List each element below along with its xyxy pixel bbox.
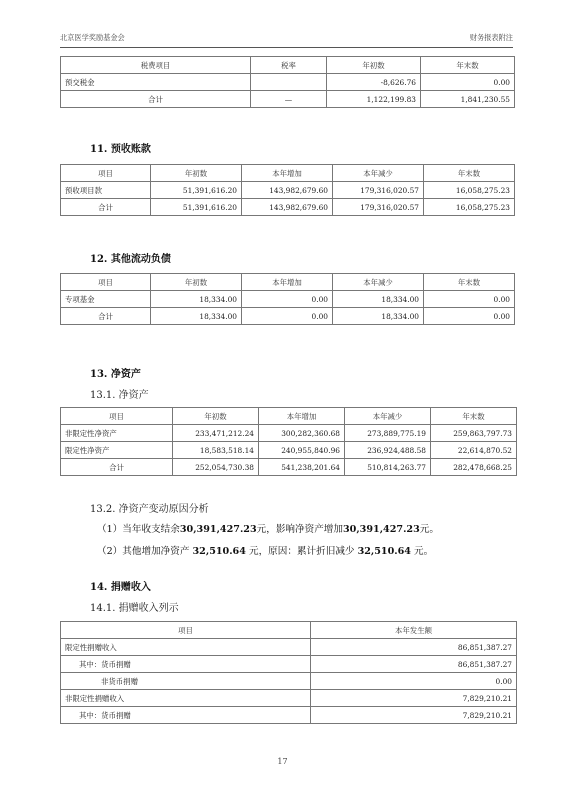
table-row xyxy=(61,74,515,91)
table-row xyxy=(61,656,517,673)
analysis-paragraph-2 xyxy=(97,543,433,557)
table-header-row xyxy=(61,408,517,425)
table-cell: 限定性捐赠收入 xyxy=(61,639,311,656)
column-header: 本年减少 xyxy=(345,408,431,425)
table-cell: 预收项目款 xyxy=(61,182,151,199)
table-header-row xyxy=(61,165,515,182)
table-cell: 259,863,797.73 xyxy=(431,425,517,442)
table-cell: 18,583,518.14 xyxy=(173,442,259,459)
table-cell: 限定性净资产 xyxy=(61,442,173,459)
table-row xyxy=(61,707,517,724)
table-cell: 合计 xyxy=(61,459,173,476)
table-cell: 86,851,387.27 xyxy=(311,639,517,656)
section-13-1-title: 13.1. 净资产 xyxy=(90,390,149,401)
page-number: 17 xyxy=(277,757,288,766)
paragraph-amount: 30,391,427.23 xyxy=(342,524,420,535)
column-header: 本年减少 xyxy=(333,165,424,182)
table-cell: 其中：货币捐赠 xyxy=(61,656,311,673)
paragraph-text: （1）当年收支结余 xyxy=(97,524,180,535)
paragraph-amount: 32,510.64 xyxy=(192,546,246,557)
table-cell: 18,334.00 xyxy=(333,308,424,325)
table-cell: 143,982,679.60 xyxy=(242,199,333,216)
column-header: 年初数 xyxy=(151,274,242,291)
table-cell: 7,829,210.21 xyxy=(311,690,517,707)
section-14-1-title: 14.1. 捐赠收入列示 xyxy=(90,603,179,614)
table-cell xyxy=(251,74,327,91)
table-cell: 0.00 xyxy=(421,74,515,91)
table-cell: 1,122,199.83 xyxy=(327,91,421,108)
table-cell: 282,478,668.25 xyxy=(431,459,517,476)
table-row xyxy=(61,291,515,308)
table-cell: 预交税金 xyxy=(61,74,251,91)
table-cell: 86,851,387.27 xyxy=(311,656,517,673)
table-cell: 合计 xyxy=(61,308,151,325)
column-header: 项目 xyxy=(61,408,173,425)
header-divider xyxy=(60,47,513,48)
table-cell: 18,334.00 xyxy=(151,308,242,325)
table-cell: 22,614,870.52 xyxy=(431,442,517,459)
column-header: 本年增加 xyxy=(259,408,345,425)
table-cell: 252,054,730.38 xyxy=(173,459,259,476)
paragraph-text: 元。 xyxy=(419,524,439,535)
column-header: 项目 xyxy=(61,274,151,291)
table-cell: 1,841,230.55 xyxy=(421,91,515,108)
table-cell: 合计 xyxy=(61,199,151,216)
advance-receipts-table xyxy=(60,164,515,216)
table-row xyxy=(61,182,515,199)
table-cell: 0.00 xyxy=(242,291,333,308)
table-cell: 合计 xyxy=(61,91,251,108)
column-header: 年初数 xyxy=(327,57,421,74)
column-header: 项目 xyxy=(61,622,311,639)
table-cell: 273,889,775.19 xyxy=(345,425,431,442)
analysis-paragraph-1 xyxy=(97,521,439,535)
column-header: 税费项目 xyxy=(61,57,251,74)
other-current-liabilities-table xyxy=(60,273,515,325)
table-cell: 143,982,679.60 xyxy=(242,182,333,199)
table-cell: 300,282,360.68 xyxy=(259,425,345,442)
paragraph-text: （2）其他增加净资产 xyxy=(97,546,193,557)
table-cell: 专项基金 xyxy=(61,291,151,308)
section-14-title: 14. 捐赠收入 xyxy=(90,582,151,593)
column-header: 年初数 xyxy=(173,408,259,425)
table-row xyxy=(61,639,517,656)
tax-table xyxy=(60,56,515,108)
column-header: 本年增加 xyxy=(242,165,333,182)
table-cell: 179,316,020.57 xyxy=(333,182,424,199)
column-header: 年末数 xyxy=(424,165,515,182)
section-13-2-title: 13.2. 净资产变动原因分析 xyxy=(90,504,209,515)
table-row xyxy=(61,199,515,216)
section-12-title: 12. 其他流动负债 xyxy=(90,254,171,265)
table-cell: — xyxy=(251,91,327,108)
column-header: 本年增加 xyxy=(242,274,333,291)
table-cell: 非限定性捐赠收入 xyxy=(61,690,311,707)
header-org: 北京医学奖励基金会 xyxy=(60,33,125,42)
page-header xyxy=(60,31,513,45)
table-row xyxy=(61,308,515,325)
column-header: 年末数 xyxy=(421,57,515,74)
table-header-row xyxy=(61,622,517,639)
table-row xyxy=(61,459,517,476)
table-cell: 0.00 xyxy=(424,291,515,308)
table-row xyxy=(61,91,515,108)
table-cell: 7,829,210.21 xyxy=(311,707,517,724)
table-header-row xyxy=(61,57,515,74)
table-cell: 179,316,020.57 xyxy=(333,199,424,216)
column-header: 税率 xyxy=(251,57,327,74)
table-cell: 18,334.00 xyxy=(151,291,242,308)
table-cell: 51,391,616.20 xyxy=(151,199,242,216)
column-header: 年末数 xyxy=(424,274,515,291)
paragraph-amount: 32,510.64 xyxy=(357,546,411,557)
paragraph-text: 元，影响净资产增加 xyxy=(256,524,343,535)
table-cell: -8,626.76 xyxy=(327,74,421,91)
column-header: 本年减少 xyxy=(333,274,424,291)
section-11-title: 11. 预收账款 xyxy=(90,144,151,155)
table-cell: 16,058,275.23 xyxy=(424,182,515,199)
header-section: 财务报表附注 xyxy=(469,33,513,42)
table-cell: 非货币捐赠 xyxy=(61,673,311,690)
table-row xyxy=(61,425,517,442)
donation-income-table xyxy=(60,621,517,724)
paragraph-text: 元，原因：累计折旧减少 xyxy=(245,546,358,557)
table-cell: 233,471,212.24 xyxy=(173,425,259,442)
table-cell: 240,955,840.96 xyxy=(259,442,345,459)
table-cell: 0.00 xyxy=(311,673,517,690)
table-cell: 0.00 xyxy=(424,308,515,325)
column-header: 年初数 xyxy=(151,165,242,182)
table-cell: 18,334.00 xyxy=(333,291,424,308)
net-assets-table xyxy=(60,407,517,476)
column-header: 本年发生额 xyxy=(311,622,517,639)
table-cell: 236,924,488.58 xyxy=(345,442,431,459)
table-cell: 0.00 xyxy=(242,308,333,325)
table-cell: 51,391,616.20 xyxy=(151,182,242,199)
column-header: 项目 xyxy=(61,165,151,182)
table-cell: 541,238,201.64 xyxy=(259,459,345,476)
column-header: 年末数 xyxy=(431,408,517,425)
table-cell: 510,814,263.77 xyxy=(345,459,431,476)
table-cell: 其中：货币捐赠 xyxy=(61,707,311,724)
section-13-title: 13. 净资产 xyxy=(90,369,141,380)
table-row xyxy=(61,442,517,459)
table-header-row xyxy=(61,274,515,291)
paragraph-amount: 30,391,427.23 xyxy=(179,524,257,535)
paragraph-text: 元。 xyxy=(410,546,434,557)
table-cell: 16,058,275.23 xyxy=(424,199,515,216)
table-row xyxy=(61,673,517,690)
table-cell: 非限定性净资产 xyxy=(61,425,173,442)
table-row xyxy=(61,690,517,707)
